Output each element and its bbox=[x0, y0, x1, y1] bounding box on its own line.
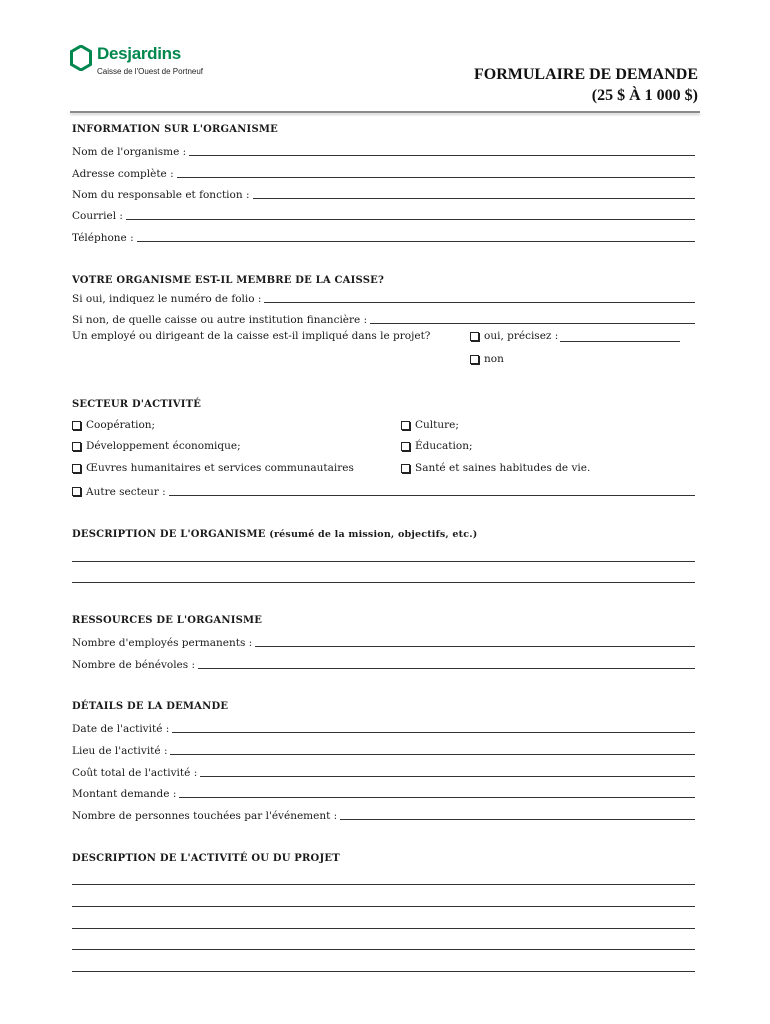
fill-line[interactable] bbox=[340, 809, 695, 820]
heading-text: DESCRIPTION DE L'ORGANISME bbox=[72, 529, 266, 540]
checkbox-developpement[interactable] bbox=[72, 440, 241, 452]
brand-name: Desjardins bbox=[97, 44, 181, 63]
desjardins-logo bbox=[70, 44, 230, 84]
checkbox-cooperation[interactable] bbox=[72, 419, 155, 431]
field-folio[interactable] bbox=[72, 291, 695, 305]
field-lieu[interactable] bbox=[72, 743, 695, 757]
fill-line[interactable] bbox=[170, 744, 695, 755]
blank-line[interactable] bbox=[72, 582, 695, 583]
section-heading-description-org bbox=[72, 529, 477, 540]
field-courriel[interactable] bbox=[72, 208, 695, 222]
fill-line[interactable] bbox=[264, 292, 695, 303]
checkbox-icon[interactable] bbox=[72, 442, 81, 451]
fill-line[interactable] bbox=[169, 485, 695, 496]
fill-line[interactable] bbox=[370, 313, 695, 324]
field-personnes[interactable] bbox=[72, 808, 695, 822]
form-title bbox=[474, 64, 698, 106]
fill-line[interactable] bbox=[255, 636, 695, 647]
checkbox-oui[interactable] bbox=[470, 330, 680, 342]
section-heading-ressources: RESSOURCES DE L'ORGANISME bbox=[72, 615, 263, 626]
field-benevoles[interactable] bbox=[72, 657, 695, 671]
blank-line[interactable] bbox=[72, 928, 695, 929]
field-montant[interactable] bbox=[72, 786, 695, 800]
field-label: Lieu de l'activité : bbox=[72, 745, 168, 757]
checkbox-label: Coopération; bbox=[86, 419, 156, 431]
fill-line[interactable] bbox=[200, 766, 695, 777]
form-title-line2: (25 $ À 1 000 $) bbox=[591, 87, 698, 104]
checkbox-non[interactable] bbox=[470, 353, 504, 365]
field-adresse[interactable] bbox=[72, 166, 695, 180]
field-autre-institution[interactable] bbox=[72, 312, 695, 326]
section-heading-demande: DÉTAILS DE LA DEMANDE bbox=[72, 701, 229, 712]
blank-line[interactable] bbox=[72, 949, 695, 950]
blank-line[interactable] bbox=[72, 971, 695, 972]
section-heading-membre: VOTRE ORGANISME EST-IL MEMBRE DE LA CAISSE? bbox=[72, 275, 385, 286]
field-responsable[interactable] bbox=[72, 187, 695, 201]
field-telephone[interactable] bbox=[72, 230, 695, 244]
fill-line[interactable] bbox=[172, 722, 695, 733]
checkbox-icon[interactable] bbox=[470, 355, 479, 364]
fill-line[interactable] bbox=[179, 787, 695, 798]
blank-line[interactable] bbox=[72, 906, 695, 907]
checkbox-label: Éducation; bbox=[415, 440, 473, 452]
field-label: Nombre de personnes touchées par l'événement : bbox=[72, 810, 338, 822]
checkbox-label: Santé et saines habitudes de vie. bbox=[415, 462, 591, 474]
field-label: Nom de l'organisme : bbox=[72, 146, 187, 158]
fill-line[interactable] bbox=[253, 188, 696, 199]
field-date[interactable] bbox=[72, 721, 695, 735]
checkbox-label: Œuvres humanitaires et services communautaires bbox=[86, 462, 354, 474]
checkbox-sante[interactable] bbox=[401, 462, 590, 474]
checkbox-label: Culture; bbox=[415, 419, 459, 431]
checkbox-label: oui, précisez : bbox=[484, 330, 559, 342]
checkbox-icon[interactable] bbox=[401, 464, 410, 473]
section-heading-secteur: SECTEUR D'ACTIVITÉ bbox=[72, 399, 202, 410]
field-label: Si non, de quelle caisse ou autre institution financière : bbox=[72, 314, 368, 326]
field-label: Adresse complète : bbox=[72, 168, 174, 180]
fill-line[interactable] bbox=[177, 167, 695, 178]
blank-line[interactable] bbox=[72, 884, 695, 885]
checkbox-oeuvres[interactable] bbox=[72, 462, 354, 474]
field-label: Coût total de l'activité : bbox=[72, 767, 198, 779]
checkbox-icon[interactable] bbox=[401, 421, 410, 430]
field-autre-secteur[interactable] bbox=[72, 484, 695, 498]
brand-subtitle: Caisse de l'Ouest de Portneuf bbox=[97, 67, 204, 76]
field-employes[interactable] bbox=[72, 635, 695, 649]
field-cout[interactable] bbox=[72, 765, 695, 779]
section-heading-organisme: INFORMATION SUR L'ORGANISME bbox=[72, 124, 278, 135]
title-divider bbox=[70, 111, 700, 113]
form-title-line1: FORMULAIRE DE DEMANDE bbox=[474, 66, 698, 83]
field-label: Nombre d'employés permanents : bbox=[72, 637, 253, 649]
field-label: Autre secteur : bbox=[86, 486, 166, 498]
field-nom-organisme[interactable] bbox=[72, 144, 695, 158]
blank-line[interactable] bbox=[72, 561, 695, 562]
fill-line[interactable] bbox=[198, 658, 695, 669]
fill-line[interactable] bbox=[137, 231, 695, 242]
checkbox-icon[interactable] bbox=[401, 442, 410, 451]
field-label: Téléphone : bbox=[72, 232, 134, 244]
checkbox-education[interactable] bbox=[401, 440, 473, 452]
field-label: Courriel : bbox=[72, 210, 123, 222]
employe-question: Un employé ou dirigeant de la caisse est-il impliqué dans le projet? bbox=[72, 330, 431, 342]
checkbox-icon[interactable] bbox=[72, 464, 81, 473]
checkbox-label: non bbox=[484, 353, 504, 365]
checkbox-icon[interactable] bbox=[72, 487, 81, 496]
heading-note: (résumé de la mission, objectifs, etc.) bbox=[269, 529, 478, 540]
fill-line[interactable] bbox=[189, 145, 695, 156]
precisez-line[interactable] bbox=[560, 331, 680, 342]
checkbox-icon[interactable] bbox=[470, 332, 479, 341]
field-label: Montant demande : bbox=[72, 788, 177, 800]
desjardins-hexagon-icon bbox=[70, 45, 92, 71]
field-label: Nom du responsable et fonction : bbox=[72, 189, 250, 201]
checkbox-label: Développement économique; bbox=[86, 440, 241, 452]
field-label: Date de l'activité : bbox=[72, 723, 170, 735]
checkbox-culture[interactable] bbox=[401, 419, 459, 431]
section-heading-projet: DESCRIPTION DE L'ACTIVITÉ OU DU PROJET bbox=[72, 853, 340, 864]
checkbox-icon[interactable] bbox=[72, 421, 81, 430]
field-label: Nombre de bénévoles : bbox=[72, 659, 196, 671]
fill-line[interactable] bbox=[126, 209, 695, 220]
field-label: Si oui, indiquez le numéro de folio : bbox=[72, 293, 262, 305]
